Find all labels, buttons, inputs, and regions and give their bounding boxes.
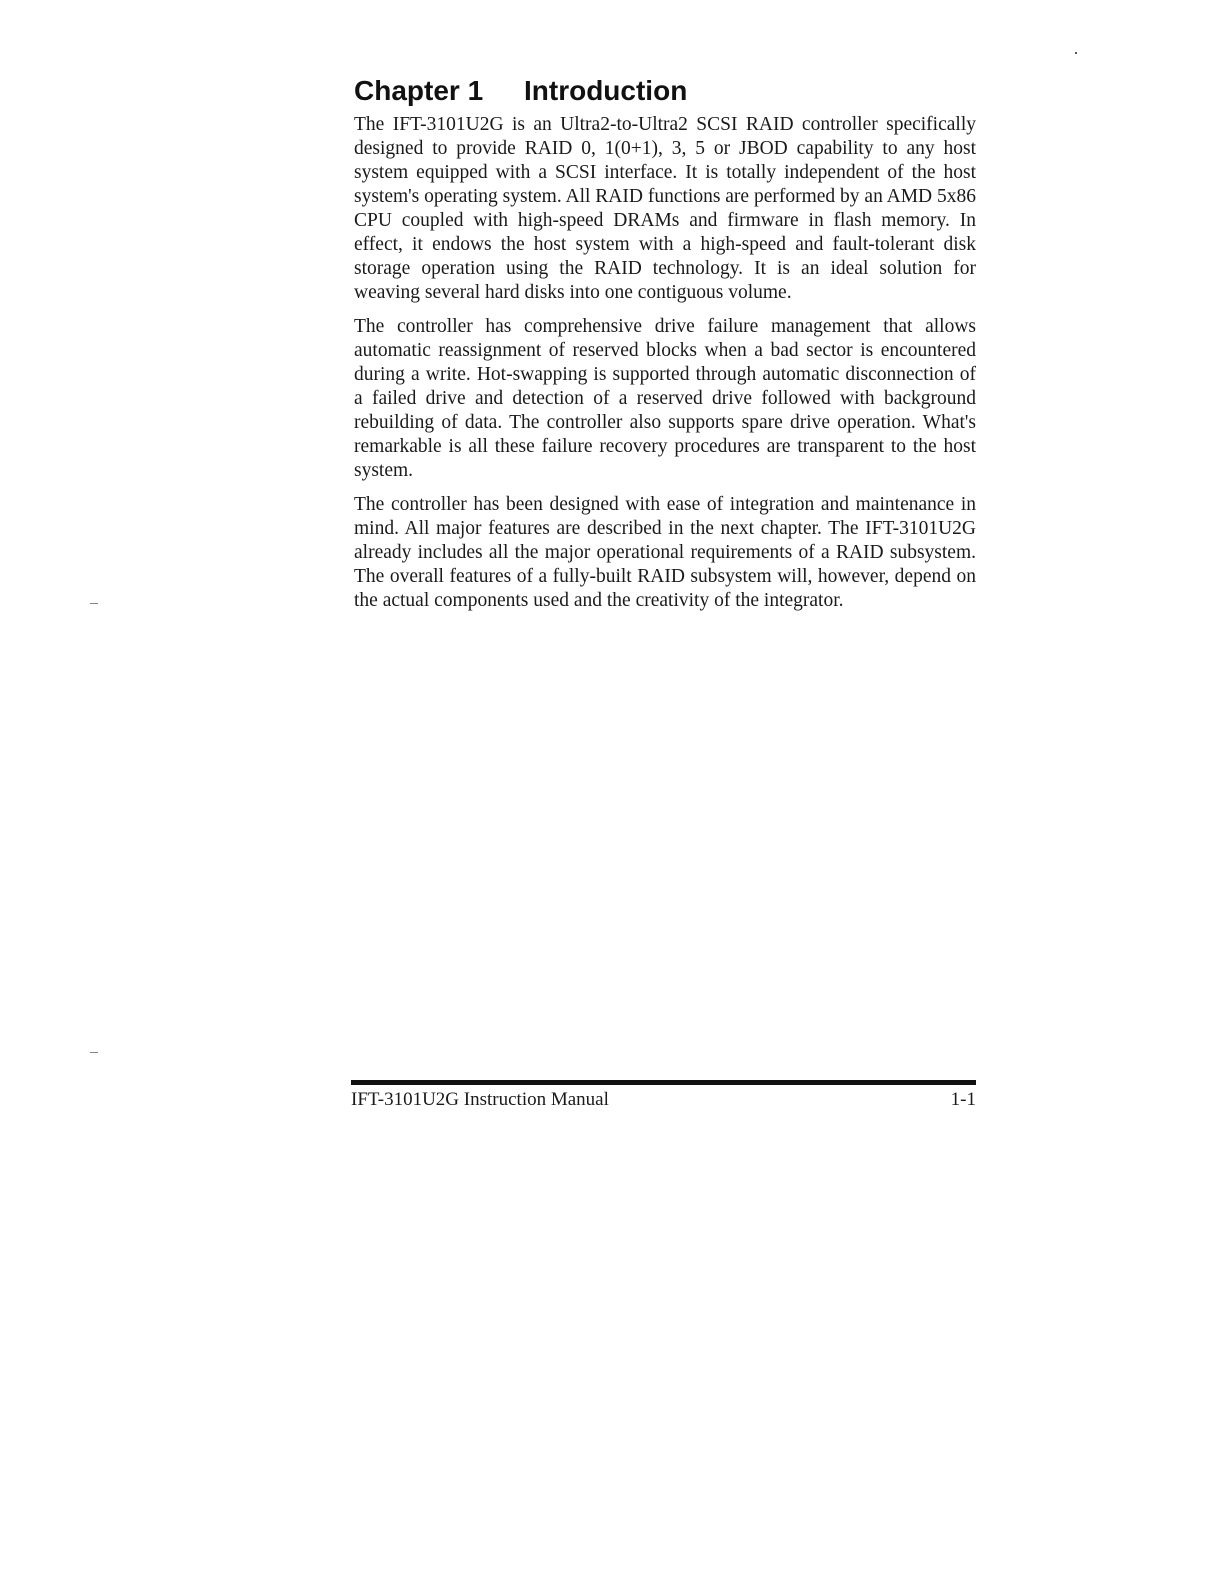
chapter-number: Chapter 1 bbox=[354, 75, 484, 106]
chapter-heading bbox=[354, 72, 687, 110]
scan-speck bbox=[90, 603, 98, 604]
scan-speck bbox=[90, 1052, 98, 1053]
paragraph-integration: The controller has been designed with ease of integration and maintenance in mind. All major features are described in the next chapter. The IFT-3101U2G already includes all the major operational requirements of a RAID subsystem. The overall features of a fully-built RAID subsystem will, however, depend on the actual components used and the creativity of the integrator. bbox=[354, 494, 976, 611]
paragraph-failure-management: The controller has comprehensive drive failure management that allows automatic reassignment of reserved blocks when a bad sector is encountered during a write. Hot-swapping is supported through automatic disconnection of a failed drive and detection of a reserved drive followed with background rebuilding of data. The controller also supports spare drive operation. What's remarkable is all these failure recovery procedures are transparent to the host system. bbox=[354, 316, 976, 481]
chapter-title: Introduction bbox=[524, 75, 688, 106]
footer-page-number: 1-1 bbox=[950, 1089, 976, 1110]
footer-manual-title: IFT-3101U2G Instruction Manual bbox=[351, 1089, 609, 1110]
paragraph-overview: The IFT-3101U2G is an Ultra2-to-Ultra2 SCSI RAID controller specifically designed to provide RAID 0, 1(0+1), 3, 5 or JBOD capability to any host system equipped with a SCSI interface. It is totally independent of the host system's operating system. All RAID functions are performed by an AMD 5x86 CPU coupled with high-speed DRAMs and firmware in flash memory. In effect, it endows the host system with a high-speed and fault-tolerant disk storage operation using the RAID technology. It is an ideal solution for weaving several hard disks into one contiguous volume. bbox=[354, 114, 977, 303]
scan-speck bbox=[1075, 52, 1077, 54]
footer-rule bbox=[351, 1080, 976, 1085]
body-text bbox=[354, 113, 976, 623]
